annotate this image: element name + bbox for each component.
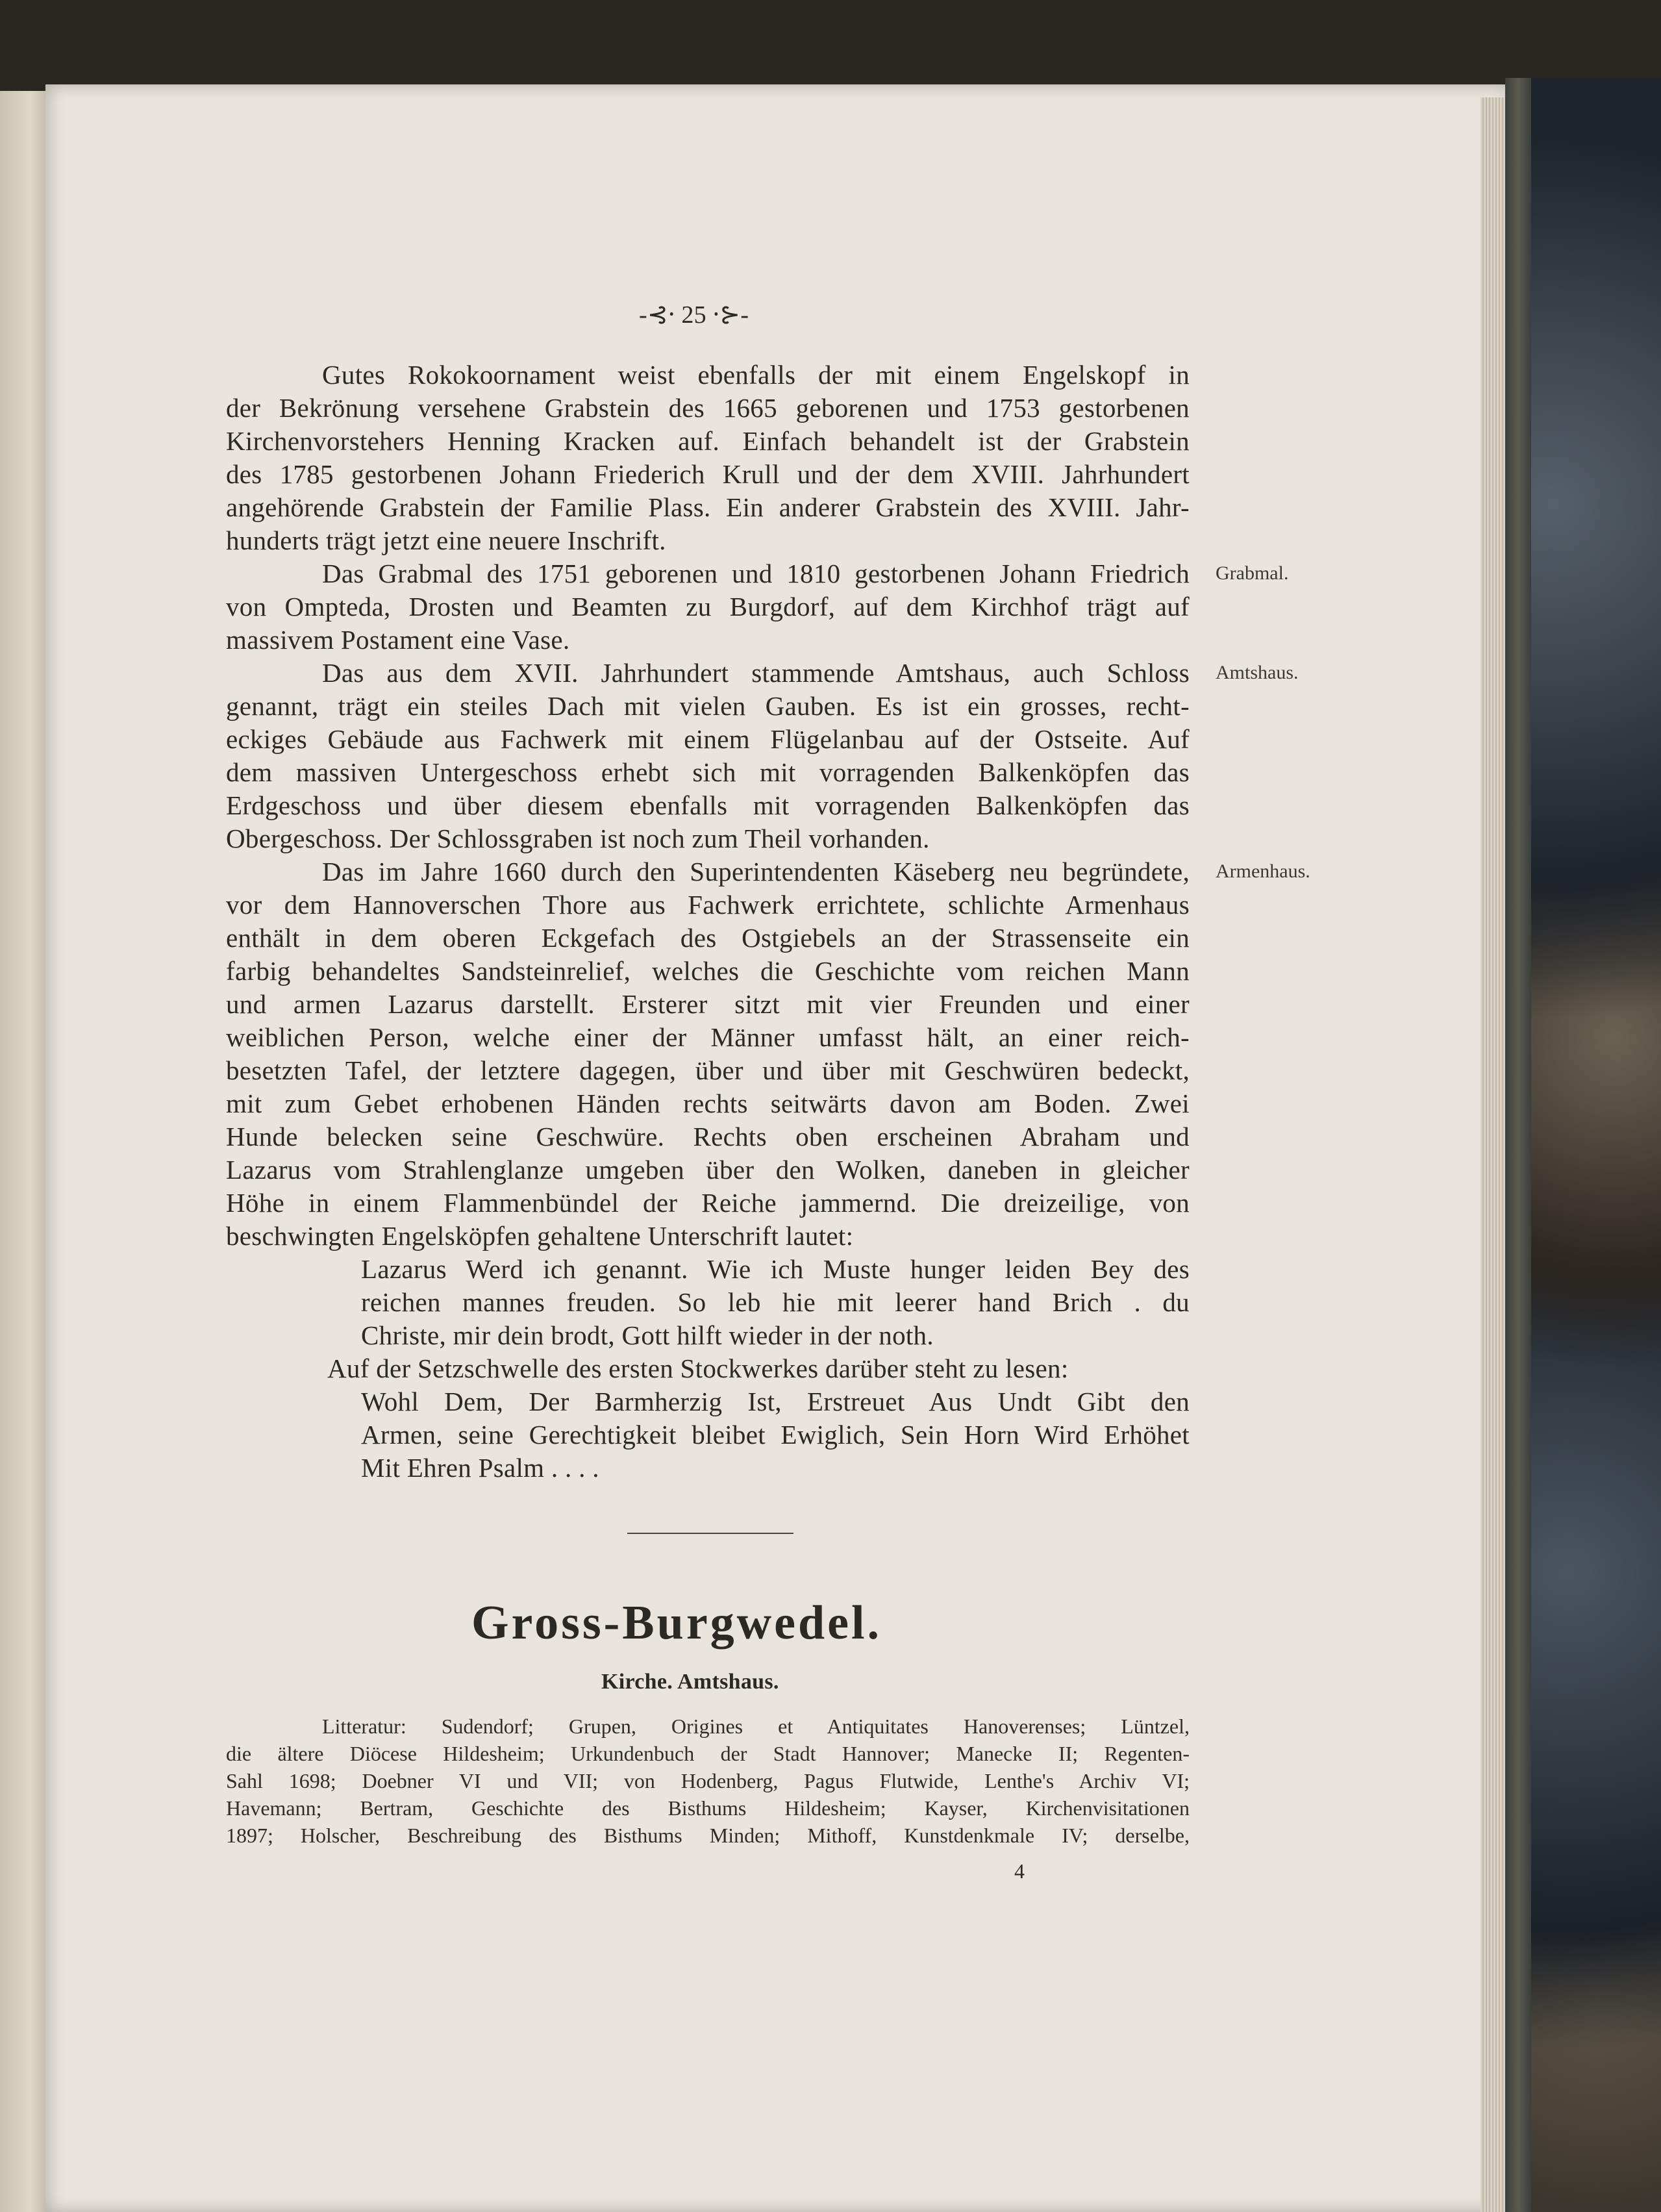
literature-line1: Litteratur: Sudendorf; Grupen, Origines et Antiquitates Hanoverenses; Lüntzel,: [322, 1715, 1190, 1738]
para4-line2: vor dem Hannoverschen Thore aus Fachwerk errichtete, schlichte Armenhaus: [226, 890, 1190, 920]
para1-line1: Gutes Rokokoornament weist ebenfalls der mit einem Engelskopf in: [322, 360, 1190, 390]
para3-line3: eckiges Gebäude aus Fachwerk mit einem Flügelanbau auf der Ostseite. Auf: [226, 724, 1190, 754]
section-subtitle: Kirche. Amtshaus.: [601, 1670, 779, 1694]
para3-line6: Obergeschoss. Der Schlossgraben ist noch zum Theil vorhanden.: [226, 823, 930, 853]
quote2-line1: Wohl Dem, Der Barmherzig Ist, Erstreuet Aus Undt Gibt den: [361, 1387, 1190, 1416]
page-stack-edge: [1480, 97, 1506, 2212]
quote2-line3: Mit Ehren Psalm . . . .: [361, 1453, 599, 1483]
section-title: Gross-Burgwedel.: [471, 1596, 882, 1650]
para4-line9: Hunde belecken seine Geschwüre. Rechts oben erscheinen Abraham und: [226, 1122, 1190, 1151]
literature-line3: Sahl 1698; Doebner VI und VII; von Hodenberg, Pagus Flutwide, Lenthe's Archiv VI;: [226, 1769, 1190, 1792]
para4-line7: besetzten Tafel, der letztere dagegen, über und über mit Geschwüren bedeckt,: [226, 1055, 1190, 1085]
signature-mark: 4: [1014, 1859, 1025, 1883]
quote1-line2: reichen mannes freuden. So leb hie mit leerer hand Brich . du: [361, 1287, 1190, 1317]
para4-line1: Das im Jahre 1660 durch den Superintendenten Käseberg neu begründete,: [322, 857, 1190, 886]
para1-line2: der Bekrönung versehene Grabstein des 1665 geborenen und 1753 gestorbenen: [226, 393, 1190, 423]
para4-line11: Höhe in einem Flammenbündel der Reiche jammernd. Die dreizeilige, von: [226, 1188, 1190, 1218]
literature-line4: Havemann; Bertram, Geschichte des Bisthums Hildesheim; Kayser, Kirchenvisitationen: [226, 1796, 1190, 1820]
para2-line3: massivem Postament eine Vase.: [226, 625, 570, 655]
section-divider: [627, 1533, 793, 1534]
para3-line1: Das aus dem XVII. Jahrhundert stammende Amtshaus, auch Schloss: [322, 658, 1190, 688]
cover-binding: [1505, 78, 1531, 2212]
margin-note-grabmal: Grabmal.: [1216, 562, 1289, 584]
left-page-edge: [0, 91, 52, 2212]
margin-note-amtshaus: Amtshaus.: [1216, 662, 1299, 683]
para3-line4: dem massiven Untergeschoss erhebt sich mit vorragenden Balkenköpfen das: [226, 757, 1190, 787]
quote-intro: Auf der Setzschwelle des ersten Stockwerkes darüber steht zu lesen:: [327, 1353, 1069, 1383]
quote1-line3: Christe, mir dein brodt, Gott hilft wieder in der noth.: [361, 1320, 934, 1350]
para1-line3: Kirchenvorstehers Henning Kracken auf. Einfach behandelt ist der Grabstein: [226, 426, 1190, 456]
page-number: -⊰⸱ 25 ⸱⊱-: [639, 301, 749, 329]
para4-line10: Lazarus vom Strahlenglanze umgeben über den Wolken, daneben in gleicher: [226, 1155, 1190, 1185]
para4-line12: beschwingten Engelsköpfen gehaltene Unterschrift lautet:: [226, 1221, 854, 1251]
para1-line5: angehörende Grabstein der Familie Plass. Ein anderer Grabstein des XVIII. Jahr-: [226, 492, 1190, 522]
para3-line5: Erdgeschoss und über diesem ebenfalls mit vorragenden Balkenköpfen das: [226, 790, 1190, 820]
quote1-line1: Lazarus Werd ich genannt. Wie ich Muste hunger leiden Bey des: [361, 1254, 1190, 1284]
para2-line1: Das Grabmal des 1751 geborenen und 1810 gestorbenen Johann Friedrich: [322, 559, 1190, 588]
para2-line2: von Ompteda, Drosten und Beamten zu Burgdorf, auf dem Kirchhof trägt auf: [226, 592, 1190, 622]
para4-line5: und armen Lazarus darstellt. Ersterer sitzt mit vier Freunden und einer: [226, 989, 1190, 1019]
margin-note-armenhaus: Armenhaus.: [1216, 861, 1310, 882]
quote2-line2: Armen, seine Gerechtigkeit bleibet Ewiglich, Sein Horn Wird Erhöhet: [361, 1420, 1190, 1450]
para4-line8: mit zum Gebet erhobenen Händen rechts seitwärts davon am Boden. Zwei: [226, 1088, 1190, 1118]
literature-line5: 1897; Holscher, Beschreibung des Bisthums Minden; Mithoff, Kunstdenkmale IV; derselbe,: [226, 1824, 1190, 1847]
para1-line4: des 1785 gestorbenen Johann Friederich Krull und der dem XVIII. Jahrhundert: [226, 459, 1190, 489]
para4-line6: weiblichen Person, welche einer der Männer umfasst hält, an einer reich-: [226, 1022, 1190, 1052]
literature-line2: die ältere Diöcese Hildesheim; Urkundenbuch der Stadt Hannover; Manecke II; Regenten-: [226, 1742, 1190, 1765]
para4-line4: farbig behandeltes Sandsteinrelief, welches die Geschichte vom reichen Mann: [226, 956, 1190, 986]
para1-line6: hunderts trägt jetzt eine neuere Inschrift.: [226, 525, 666, 555]
para3-line2: genannt, trägt ein steiles Dach mit vielen Gauben. Es ist ein grosses, recht-: [226, 691, 1190, 721]
para4-line3: enthält in dem oberen Eckgefach des Ostgiebels an der Strassenseite ein: [226, 923, 1190, 953]
